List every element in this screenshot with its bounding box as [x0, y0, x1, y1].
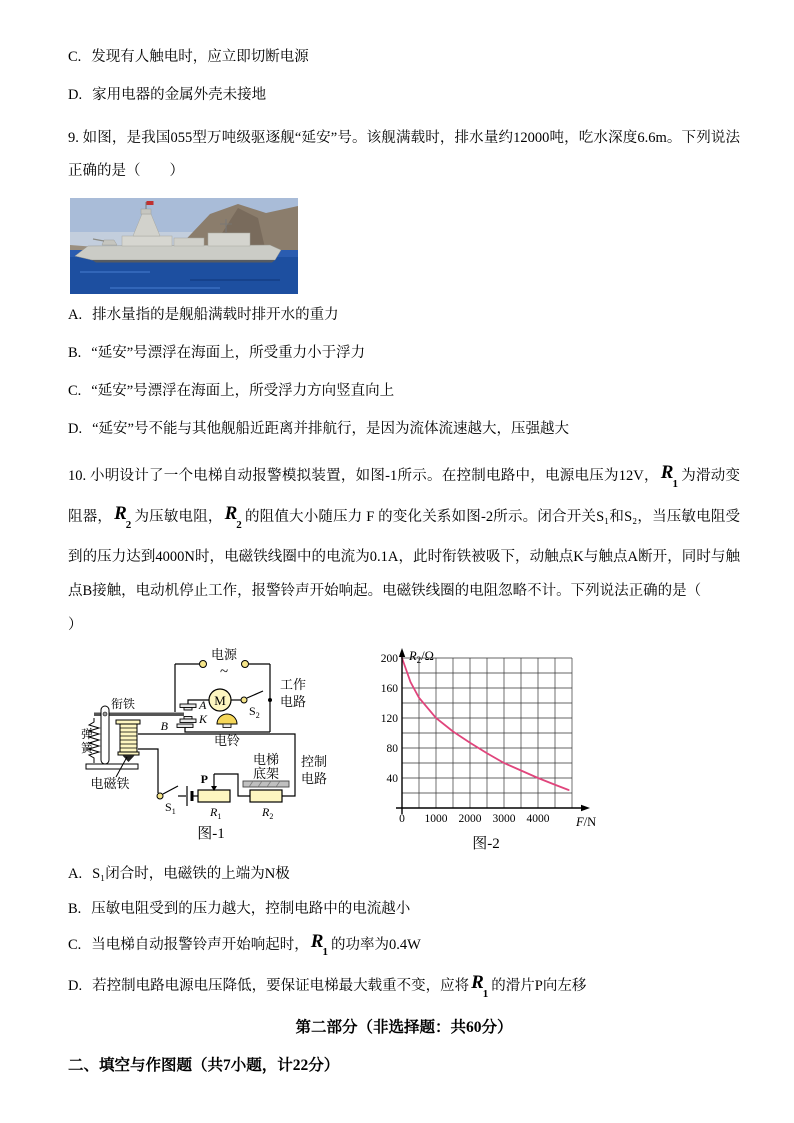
- contact-k-label: K: [199, 711, 208, 726]
- svg-text:160: 160: [380, 682, 398, 695]
- power-terminal: [200, 660, 207, 667]
- option-text: 当电梯自动报警铃声开始响起时，: [91, 936, 309, 953]
- r2-symbol: $R_2$: [114, 502, 132, 531]
- x-axis-label: F/N: [576, 814, 597, 829]
- graph-svg: [372, 648, 600, 833]
- svg-text:电路: 电路: [279, 693, 307, 709]
- r1-symbol: $R_1$: [660, 462, 678, 490]
- option-label: C.: [68, 936, 82, 953]
- q9-option-d: [68, 418, 740, 440]
- svg-text:电路: 电路: [300, 770, 328, 786]
- option-text: 压敏电阻受到的压力越大，控制电路中的电流越小: [91, 900, 411, 917]
- option-text: “延安”号漂浮在海面上，所受浮力方向竖直向上: [91, 383, 395, 399]
- option-text: “延安”号漂浮在海面上，所受重力小于浮力: [91, 345, 366, 361]
- q10-option-c: C. 当电梯自动报警铃声开始响起时， $R_1$ 的功率为0.4W: [68, 930, 421, 959]
- option-text: 发现有人触电时，应立即切断电源: [91, 49, 309, 65]
- option-text: “延安”号不能与其他舰船近距离并排航行，是因为流体流速越大，压强越大: [92, 421, 569, 437]
- q10-text: 10. 小明设计了一个电梯自动报警模拟装置，如图-1所示。在控制电路中，电源电压为12V，: [68, 468, 659, 484]
- q8-option-c: [68, 46, 740, 68]
- svg-text:200: 200: [380, 652, 398, 665]
- q10-stem: 10. 小明设计了一个电梯自动报警模拟装置，如图-1所示。在控制电路中，电源电压为12V， $R_1$ 为滑动变阻器， $R_2$ 为压敏电阻， $R_2$ 的阻值大小随压力 F 的变化关系如图-2所示。闭合开关S₁和S₂，当压敏电阻受到的压力达到4000N时，电磁铁线圈中的电流为0.1A，此时衔铁被吸下，动触点K与触点A断开，同时与触点B接触，电动机停止工作，报警铃声开始响起。电磁铁线圈的电阻忽略不计。下列说法正确的是（ ）: [68, 462, 741, 633]
- work-circuit-label: 工作: [279, 676, 307, 692]
- y-axis-arrow: [399, 648, 405, 657]
- slider-p-label: P: [200, 771, 208, 786]
- power-terminal: [242, 660, 249, 667]
- option-label: D.: [68, 421, 83, 437]
- option-text: 若控制电路电源电压降低，要保证电梯最大载重不变，应将: [92, 978, 470, 995]
- motor-label: M: [214, 692, 226, 708]
- x-axis-arrow: [581, 804, 590, 810]
- resistor-r1: [198, 790, 230, 802]
- svg-text:1000: 1000: [424, 812, 448, 825]
- figure-1: [80, 648, 342, 843]
- ship-flag: [147, 201, 154, 205]
- svg-text:0: 0: [399, 812, 405, 825]
- base: [86, 764, 138, 769]
- q10-figures: [80, 648, 740, 853]
- section2-heading: 第二部分（非选择题：共60分）: [295, 1019, 513, 1037]
- section2-subheading: 二、填空与作图题（共7小题，计22分）: [68, 1057, 340, 1075]
- junction-dot: [268, 698, 272, 702]
- graph-axes: [396, 653, 584, 814]
- switch-s2: [241, 697, 247, 703]
- svg-text:4000: 4000: [526, 812, 550, 825]
- circuit-diagram-svg: [80, 648, 342, 823]
- option-label: C.: [68, 383, 82, 399]
- svg-text:80: 80: [386, 742, 398, 755]
- svg-text:簧: 簧: [80, 740, 94, 755]
- switch-s1: [157, 793, 163, 799]
- svg-text:40: 40: [386, 772, 398, 785]
- svg-text:2000: 2000: [458, 812, 482, 825]
- svg-text:120: 120: [380, 712, 398, 725]
- bell-label: 电铃: [213, 732, 241, 748]
- q8-option-d: [68, 84, 740, 106]
- ship-photo: [70, 198, 740, 294]
- spring-label: 弹: [80, 726, 94, 741]
- q10-option-a: [68, 863, 740, 885]
- s1-label: $S_1$: [165, 799, 176, 816]
- r2-symbol: $R_2$: [224, 502, 242, 531]
- q9-stem: 9. 如图，是我国055型万吨级驱逐舰“延安”号。该舰满载时，排水量约12000吨，吃水深度6.6m。下列说法正确的是（ ）: [68, 130, 740, 179]
- contact-b-label: B: [160, 718, 168, 733]
- q9-option-a: [68, 304, 740, 326]
- control-circuit-label: 控制: [300, 753, 328, 769]
- armature-label: 衔铁: [110, 696, 136, 711]
- option-label: D.: [68, 978, 83, 995]
- svg-text:底架: 底架: [252, 765, 280, 781]
- s2-label: $S_2$: [249, 703, 260, 720]
- option-label: A.: [68, 307, 83, 323]
- contact-a-label: A: [199, 697, 207, 712]
- electromagnet: [116, 720, 140, 762]
- graph-grid-and-curve: [381, 653, 572, 825]
- r1-symbol: $R_1$: [471, 972, 489, 1001]
- power-label: 电源: [210, 647, 238, 662]
- q10-option-b: [68, 898, 740, 920]
- figure-2: [372, 648, 600, 853]
- elevator-frame-label: 电梯: [252, 751, 280, 767]
- electromagnet-label: 电磁铁: [90, 775, 130, 791]
- ship-photo-svg: [70, 198, 298, 294]
- option-label: B.: [68, 345, 82, 361]
- figure2-caption: 图-2: [472, 835, 500, 852]
- elevator-frame-plate: [243, 781, 289, 787]
- option-label: C.: [68, 49, 82, 65]
- figure1-caption: 图-1: [197, 825, 225, 842]
- q10-option-d: D. 若控制电路电源电压降低，要保证电梯最大载重不变，应将 $R_1$ 的滑片P向左移: [68, 972, 587, 1001]
- option-text: 家用电器的金属外壳未接地: [92, 87, 267, 103]
- r1-label: $R_1$: [210, 804, 222, 821]
- q9-option-c: [68, 380, 740, 402]
- pivot: [103, 712, 107, 716]
- resistor-r2: [250, 790, 282, 802]
- ac-symbol: ~: [219, 663, 229, 680]
- option-label: B.: [68, 900, 82, 917]
- option-text: S₁闭合时，电磁铁的上端为N极: [92, 865, 290, 882]
- option-label: A.: [68, 865, 83, 882]
- y-axis-label: $R_2/\Omega$: [409, 648, 434, 665]
- r1-symbol: $R_1$: [310, 930, 328, 959]
- battery-symbol: [187, 786, 192, 806]
- q10-options: [68, 863, 740, 1004]
- r2-label: $R_2$: [262, 804, 274, 821]
- bell-symbol: [217, 714, 237, 728]
- option-label: D.: [68, 87, 83, 103]
- svg-text:3000: 3000: [492, 812, 516, 825]
- option-text: 排水量指的是舰船满载时排开水的重力: [92, 307, 339, 323]
- q9-option-b: [68, 342, 740, 364]
